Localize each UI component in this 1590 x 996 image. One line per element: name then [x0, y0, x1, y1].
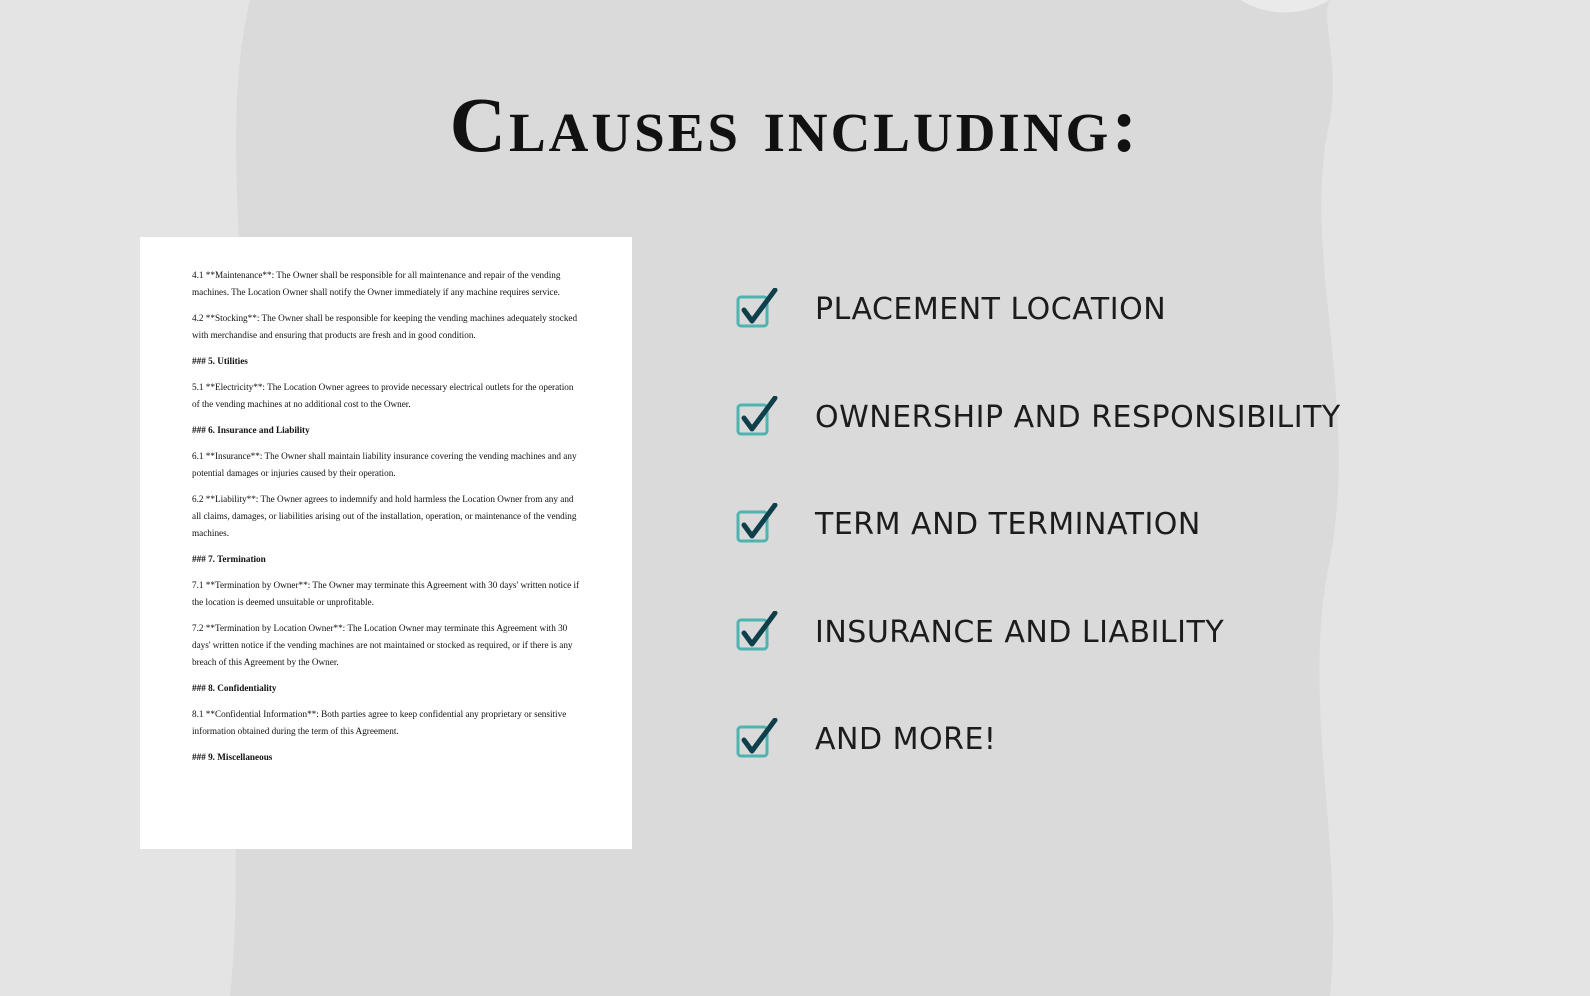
- document-paragraph: 7.2 **Termination by Location Owner**: The Location Owner may terminate this Agreement with 30 days' written notice if the vending machines are not maintained or stocked as required, or if there is any breach of this Agreement by the Owner.: [192, 623, 573, 667]
- checkbox-checked-icon: [735, 396, 779, 440]
- document-section-heading: ### 7. Termination: [192, 554, 266, 564]
- clause-label: INSURANCE AND LIABILITY: [815, 614, 1225, 650]
- document-paragraph: 4.1 **Maintenance**: The Owner shall be responsible for all maintenance and repair of the vending machines. The Location Owner shall notify the Owner immediately if any machine requires service.: [192, 270, 561, 297]
- checkbox-checked-icon: [735, 718, 779, 762]
- document-preview: [140, 237, 632, 849]
- clause-label: PLACEMENT LOCATION: [815, 292, 1167, 327]
- document-paragraph: 5.1 **Electricity**: The Location Owner agrees to provide necessary electrical outlets for the operation of the vending machines at no additional cost to the Owner.: [192, 382, 574, 409]
- document-section-heading: ### 6. Insurance and Liability: [192, 425, 310, 435]
- checkbox-checked-icon: [735, 288, 779, 332]
- document-paragraph: 8.1 **Confidential Information**: Both parties agree to keep confidential any proprietary or sensitive information obtained during the term of this Agreement.: [192, 709, 567, 736]
- document-paragraph: 6.1 **Insurance**: The Owner shall maintain liability insurance covering the vending machines and any potential damages or injuries caused by their operation.: [192, 451, 577, 478]
- clause-label: AND MORE!: [815, 722, 997, 757]
- document-section-heading: ### 9. Miscellaneous: [192, 752, 273, 762]
- document-paragraph: 7.1 **Termination by Owner**: The Owner may terminate this Agreement with 30 days' written notice if the location is deemed unsuitable or unprofitable.: [192, 580, 580, 607]
- document-section-heading: ### 8. Confidentiality: [192, 683, 277, 693]
- checkbox-checked-icon: [735, 503, 779, 547]
- document-paragraph: 6.2 **Liability**: The Owner agrees to indemnify and hold harmless the Location Owner from any and all claims, damages, or liabilities arising out of the installation, operation, or maintenance of the vending machines.: [192, 494, 577, 538]
- page-title: Clauses including:: [449, 81, 1141, 168]
- document-section-heading: ### 5. Utilities: [192, 356, 248, 366]
- document-paragraph: 4.2 **Stocking**: The Owner shall be responsible for keeping the vending machines adequately stocked with merchandise and ensuring that products are fresh and in good condition.: [192, 313, 578, 340]
- checkbox-checked-icon: [735, 611, 779, 655]
- clause-label: TERM AND TERMINATION: [815, 507, 1201, 542]
- clause-label: OWNERSHIP AND RESPONSIBILITY: [815, 399, 1341, 435]
